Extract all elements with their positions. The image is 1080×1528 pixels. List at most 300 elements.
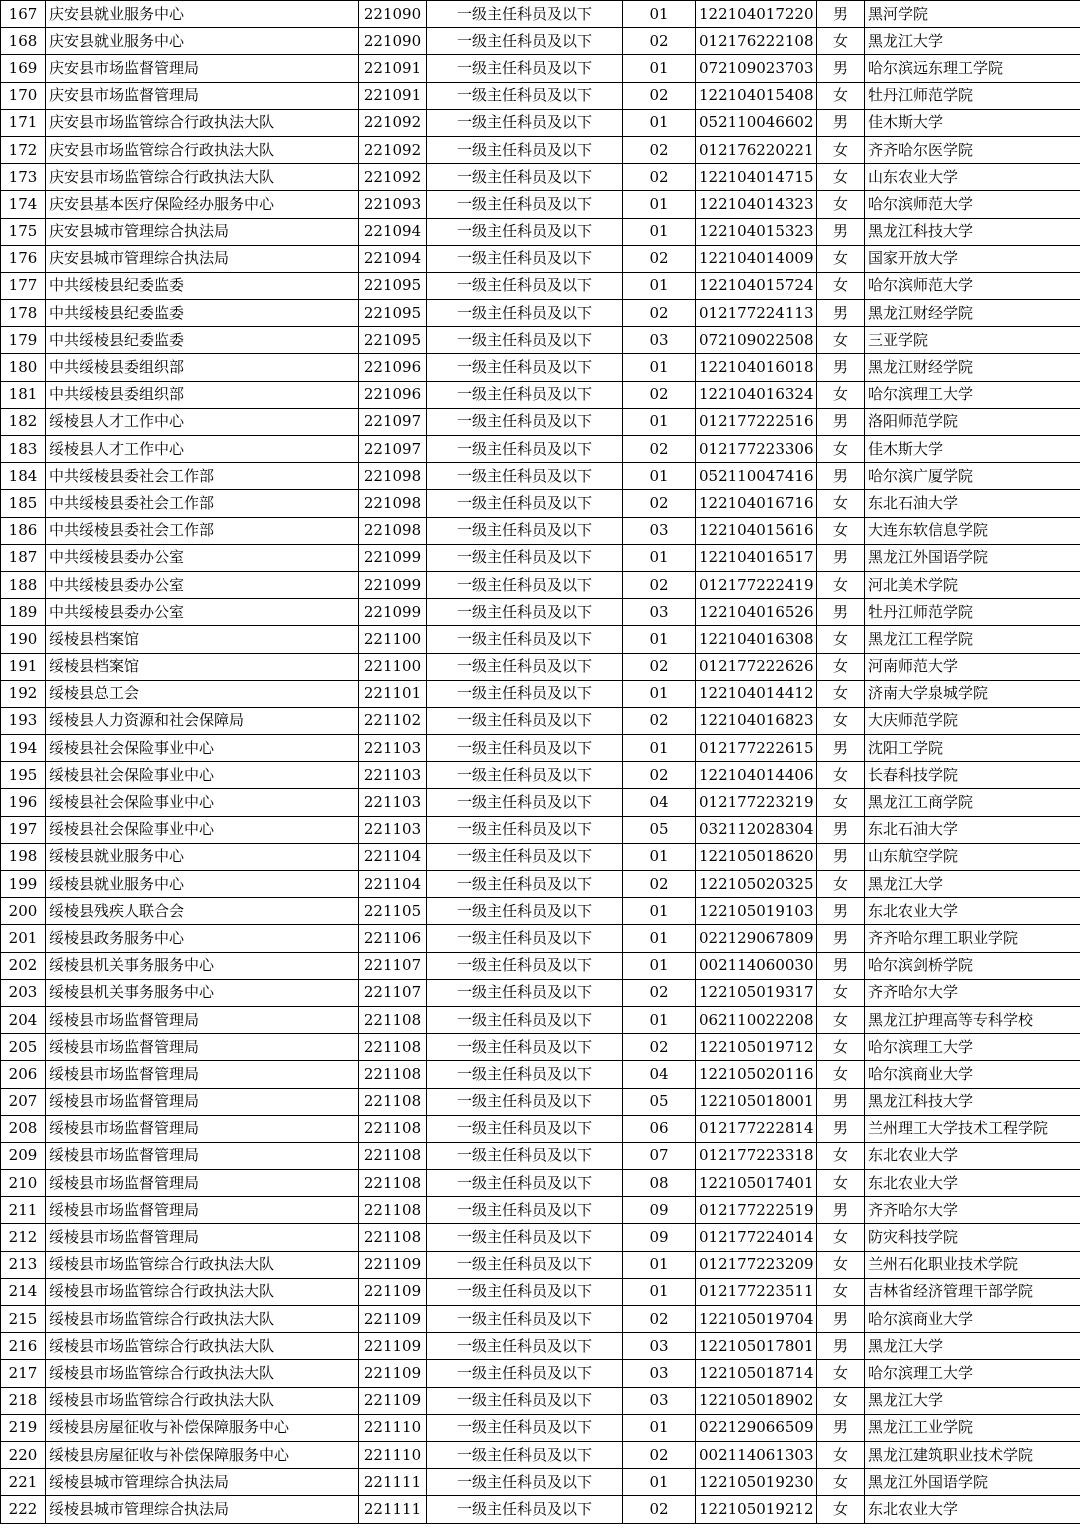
cell-position-level: 一级主任科员及以下: [427, 55, 623, 82]
cell-unit: 绥棱县市场监督管理局: [46, 1170, 359, 1197]
cell-position-code: 221103: [359, 789, 427, 816]
cell-school: 黑龙江大学: [865, 1387, 1080, 1414]
cell-position-level: 一级主任科员及以下: [427, 544, 623, 571]
cell-exam-id: 122104014412: [696, 680, 817, 707]
cell-position-code: 221092: [359, 164, 427, 191]
cell-position-code: 221097: [359, 436, 427, 463]
cell-seq: 02: [623, 871, 696, 898]
cell-seq: 01: [623, 735, 696, 762]
cell-gender: 女: [817, 82, 865, 109]
cell-exam-id: 012177224014: [696, 1224, 817, 1251]
cell-seq: 01: [623, 354, 696, 381]
cell-position-level: 一级主任科员及以下: [427, 1006, 623, 1033]
cell-school: 佳木斯大学: [865, 436, 1080, 463]
cell-school: 山东航空学院: [865, 843, 1080, 870]
cell-position-level: 一级主任科员及以下: [427, 843, 623, 870]
cell-seq: 01: [623, 626, 696, 653]
table-row: [1, 1224, 1080, 1251]
table-row: [1, 1142, 1080, 1169]
cell-seq: 02: [623, 436, 696, 463]
cell-exam-id: 052110046602: [696, 109, 817, 136]
cell-position-level: 一级主任科员及以下: [427, 626, 623, 653]
cell-school: 兰州理工大学技术工程学院: [865, 1115, 1080, 1142]
cell-unit: 绥棱县档案馆: [46, 653, 359, 680]
cell-school: 国家开放大学: [865, 245, 1080, 272]
cell-unit: 绥棱县城市管理综合执法局: [46, 1469, 359, 1496]
cell-unit: 庆安县基本医疗保险经办服务中心: [46, 191, 359, 218]
cell-index: 169: [1, 55, 46, 82]
cell-index: 182: [1, 408, 46, 435]
cell-exam-id: 122104015724: [696, 272, 817, 299]
cell-unit: 中共绥棱县委社会工作部: [46, 490, 359, 517]
cell-position-code: 221095: [359, 300, 427, 327]
cell-unit: 中共绥棱县委社会工作部: [46, 463, 359, 490]
cell-position-level: 一级主任科员及以下: [427, 871, 623, 898]
cell-index: 184: [1, 463, 46, 490]
cell-gender: 男: [817, 218, 865, 245]
cell-gender: 女: [817, 1061, 865, 1088]
cell-school: 哈尔滨师范大学: [865, 272, 1080, 299]
cell-exam-id: 122105018902: [696, 1387, 817, 1414]
cell-position-code: 221109: [359, 1333, 427, 1360]
cell-index: 211: [1, 1197, 46, 1224]
table-row: [1, 1115, 1080, 1142]
cell-exam-id: 012177222615: [696, 735, 817, 762]
table-row: [1, 164, 1080, 191]
table-row: [1, 1496, 1080, 1523]
cell-position-level: 一级主任科员及以下: [427, 1224, 623, 1251]
table-row: [1, 1061, 1080, 1088]
cell-position-level: 一级主任科员及以下: [427, 1306, 623, 1333]
cell-index: 208: [1, 1115, 46, 1142]
cell-seq: 01: [623, 109, 696, 136]
cell-seq: 02: [623, 136, 696, 163]
cell-unit: 绥棱县市场监管综合行政执法大队: [46, 1251, 359, 1278]
table-row: [1, 1360, 1080, 1387]
cell-seq: 01: [623, 408, 696, 435]
table-row: [1, 1197, 1080, 1224]
cell-position-level: 一级主任科员及以下: [427, 28, 623, 55]
cell-exam-id: 122104016324: [696, 381, 817, 408]
table-row: [1, 1006, 1080, 1033]
cell-index: 209: [1, 1142, 46, 1169]
cell-unit: 中共绥棱县委社会工作部: [46, 517, 359, 544]
cell-unit: 庆安县就业服务中心: [46, 28, 359, 55]
cell-exam-id: 012177223306: [696, 436, 817, 463]
cell-school: 东北农业大学: [865, 1496, 1080, 1523]
cell-gender: 女: [817, 1224, 865, 1251]
cell-position-level: 一级主任科员及以下: [427, 925, 623, 952]
cell-exam-id: 122104014323: [696, 191, 817, 218]
cell-seq: 02: [623, 28, 696, 55]
cell-school: 齐齐哈尔大学: [865, 1197, 1080, 1224]
cell-exam-id: 012177222516: [696, 408, 817, 435]
cell-gender: 女: [817, 1170, 865, 1197]
cell-school: 齐齐哈尔医学院: [865, 136, 1080, 163]
cell-seq: 04: [623, 1061, 696, 1088]
cell-school: 防灾科技学院: [865, 1224, 1080, 1251]
cell-exam-id: 012177222626: [696, 653, 817, 680]
cell-position-level: 一级主任科员及以下: [427, 1387, 623, 1414]
cell-school: 东北石油大学: [865, 490, 1080, 517]
table-row: [1, 571, 1080, 598]
cell-seq: 02: [623, 707, 696, 734]
cell-unit: 绥棱县社会保险事业中心: [46, 816, 359, 843]
cell-position-code: 221103: [359, 735, 427, 762]
cell-gender: 女: [817, 164, 865, 191]
cell-seq: 09: [623, 1197, 696, 1224]
cell-gender: 女: [817, 1278, 865, 1305]
table-row: [1, 1170, 1080, 1197]
cell-index: 194: [1, 735, 46, 762]
cell-exam-id: 122105019704: [696, 1306, 817, 1333]
cell-exam-id: 122104016526: [696, 599, 817, 626]
cell-unit: 中共绥棱县委办公室: [46, 571, 359, 598]
cell-unit: 绥棱县市场监管综合行政执法大队: [46, 1306, 359, 1333]
cell-position-code: 221107: [359, 979, 427, 1006]
cell-position-code: 221104: [359, 843, 427, 870]
cell-gender: 女: [817, 762, 865, 789]
cell-gender: 女: [817, 707, 865, 734]
cell-seq: 02: [623, 245, 696, 272]
cell-unit: 绥棱县人才工作中心: [46, 408, 359, 435]
cell-unit: 中共绥棱县委组织部: [46, 354, 359, 381]
table-row: [1, 544, 1080, 571]
cell-school: 哈尔滨理工大学: [865, 1034, 1080, 1061]
cell-exam-id: 122105018714: [696, 1360, 817, 1387]
cell-exam-id: 072109022508: [696, 327, 817, 354]
cell-unit: 绥棱县市场监督管理局: [46, 1197, 359, 1224]
cell-index: 191: [1, 653, 46, 680]
table-row: [1, 925, 1080, 952]
cell-position-code: 221095: [359, 327, 427, 354]
cell-index: 173: [1, 164, 46, 191]
cell-unit: 绥棱县残疾人联合会: [46, 898, 359, 925]
cell-position-level: 一级主任科员及以下: [427, 408, 623, 435]
cell-gender: 女: [817, 1360, 865, 1387]
cell-unit: 绥棱县市场监督管理局: [46, 1115, 359, 1142]
cell-index: 181: [1, 381, 46, 408]
cell-seq: 03: [623, 1387, 696, 1414]
cell-position-level: 一级主任科员及以下: [427, 1115, 623, 1142]
cell-exam-id: 012177223318: [696, 1142, 817, 1169]
cell-index: 197: [1, 816, 46, 843]
cell-position-level: 一级主任科员及以下: [427, 327, 623, 354]
cell-index: 201: [1, 925, 46, 952]
table-row: [1, 191, 1080, 218]
cell-gender: 女: [817, 28, 865, 55]
cell-gender: 女: [817, 381, 865, 408]
cell-seq: 03: [623, 1360, 696, 1387]
table-row: [1, 735, 1080, 762]
cell-exam-id: 122104016018: [696, 354, 817, 381]
table-row: [1, 55, 1080, 82]
cell-seq: 01: [623, 843, 696, 870]
cell-position-level: 一级主任科员及以下: [427, 789, 623, 816]
table-row: [1, 490, 1080, 517]
cell-school: 沈阳工学院: [865, 735, 1080, 762]
cell-unit: 绥棱县总工会: [46, 680, 359, 707]
table-row: [1, 626, 1080, 653]
cell-gender: 女: [817, 871, 865, 898]
cell-seq: 01: [623, 218, 696, 245]
table-row: [1, 762, 1080, 789]
cell-gender: 女: [817, 1251, 865, 1278]
table-row: [1, 1333, 1080, 1360]
cell-exam-id: 122105019712: [696, 1034, 817, 1061]
cell-exam-id: 012177223209: [696, 1251, 817, 1278]
cell-position-code: 221108: [359, 1034, 427, 1061]
cell-unit: 庆安县市场监管综合行政执法大队: [46, 136, 359, 163]
cell-position-code: 221090: [359, 28, 427, 55]
cell-gender: 女: [817, 1441, 865, 1468]
cell-school: 河南师范大学: [865, 653, 1080, 680]
cell-unit: 绥棱县机关事务服务中心: [46, 952, 359, 979]
cell-exam-id: 122105020325: [696, 871, 817, 898]
cell-school: 黑龙江护理高等专科学校: [865, 1006, 1080, 1033]
cell-position-code: 221096: [359, 354, 427, 381]
cell-school: 齐齐哈尔理工职业学院: [865, 925, 1080, 952]
cell-position-level: 一级主任科员及以下: [427, 164, 623, 191]
table-row: [1, 707, 1080, 734]
cell-position-code: 221111: [359, 1469, 427, 1496]
cell-school: 三亚学院: [865, 327, 1080, 354]
cell-gender: 女: [817, 517, 865, 544]
cell-position-level: 一级主任科员及以下: [427, 1278, 623, 1305]
cell-index: 171: [1, 109, 46, 136]
cell-position-level: 一级主任科员及以下: [427, 735, 623, 762]
cell-position-code: 221108: [359, 1088, 427, 1115]
cell-index: 192: [1, 680, 46, 707]
cell-position-level: 一级主任科员及以下: [427, 707, 623, 734]
cell-gender: 女: [817, 1387, 865, 1414]
cell-position-level: 一级主任科员及以下: [427, 1061, 623, 1088]
table-row: [1, 979, 1080, 1006]
cell-index: 215: [1, 1306, 46, 1333]
cell-position-level: 一级主任科员及以下: [427, 653, 623, 680]
cell-unit: 绥棱县档案馆: [46, 626, 359, 653]
cell-seq: 01: [623, 1006, 696, 1033]
cell-seq: 08: [623, 1170, 696, 1197]
table-row: [1, 517, 1080, 544]
cell-index: 172: [1, 136, 46, 163]
cell-position-code: 221109: [359, 1278, 427, 1305]
cell-index: 219: [1, 1414, 46, 1441]
cell-index: 198: [1, 843, 46, 870]
cell-unit: 中共绥棱县纪委监委: [46, 272, 359, 299]
cell-unit: 绥棱县房屋征收与补偿保障服务中心: [46, 1441, 359, 1468]
cell-position-level: 一级主任科员及以下: [427, 1496, 623, 1523]
cell-school: 东北农业大学: [865, 1170, 1080, 1197]
cell-seq: 02: [623, 381, 696, 408]
cell-position-code: 221109: [359, 1360, 427, 1387]
cell-seq: 01: [623, 1469, 696, 1496]
cell-position-code: 221099: [359, 571, 427, 598]
cell-index: 174: [1, 191, 46, 218]
cell-position-level: 一级主任科员及以下: [427, 272, 623, 299]
cell-seq: 09: [623, 1224, 696, 1251]
cell-school: 兰州石化职业技术学院: [865, 1251, 1080, 1278]
cell-index: 186: [1, 517, 46, 544]
table-row: [1, 136, 1080, 163]
cell-unit: 庆安县市场监管综合行政执法大队: [46, 109, 359, 136]
cell-school: 东北农业大学: [865, 898, 1080, 925]
cell-gender: 男: [817, 1414, 865, 1441]
cell-position-code: 221109: [359, 1387, 427, 1414]
cell-school: 山东农业大学: [865, 164, 1080, 191]
cell-exam-id: 022129066509: [696, 1414, 817, 1441]
cell-position-code: 221099: [359, 599, 427, 626]
cell-school: 哈尔滨商业大学: [865, 1061, 1080, 1088]
cell-index: 188: [1, 571, 46, 598]
cell-index: 187: [1, 544, 46, 571]
cell-seq: 02: [623, 300, 696, 327]
cell-position-level: 一级主任科员及以下: [427, 436, 623, 463]
cell-position-code: 221092: [359, 136, 427, 163]
cell-index: 177: [1, 272, 46, 299]
cell-exam-id: 012177223511: [696, 1278, 817, 1305]
cell-position-code: 221094: [359, 218, 427, 245]
cell-school: 河北美术学院: [865, 571, 1080, 598]
cell-exam-id: 122104014009: [696, 245, 817, 272]
cell-position-code: 221104: [359, 871, 427, 898]
cell-position-code: 221109: [359, 1251, 427, 1278]
cell-school: 黑龙江大学: [865, 1333, 1080, 1360]
cell-exam-id: 012177222419: [696, 571, 817, 598]
cell-index: 167: [1, 1, 46, 28]
cell-seq: 02: [623, 1496, 696, 1523]
cell-gender: 男: [817, 109, 865, 136]
cell-position-code: 221107: [359, 952, 427, 979]
cell-school: 黑龙江财经学院: [865, 300, 1080, 327]
cell-position-code: 221101: [359, 680, 427, 707]
cell-position-code: 221095: [359, 272, 427, 299]
cell-position-level: 一级主任科员及以下: [427, 300, 623, 327]
cell-position-code: 221098: [359, 463, 427, 490]
cell-seq: 02: [623, 762, 696, 789]
table-row: [1, 1034, 1080, 1061]
cell-unit: 绥棱县市场监管综合行政执法大队: [46, 1387, 359, 1414]
table-row: [1, 789, 1080, 816]
cell-position-code: 221092: [359, 109, 427, 136]
cell-gender: 女: [817, 626, 865, 653]
cell-position-code: 221109: [359, 1306, 427, 1333]
cell-exam-id: 002114061303: [696, 1441, 817, 1468]
cell-exam-id: 012176222108: [696, 28, 817, 55]
cell-position-code: 221098: [359, 490, 427, 517]
cell-unit: 绥棱县社会保险事业中心: [46, 735, 359, 762]
cell-index: 180: [1, 354, 46, 381]
cell-position-code: 221103: [359, 816, 427, 843]
cell-unit: 绥棱县就业服务中心: [46, 843, 359, 870]
cell-school: 黑龙江科技大学: [865, 218, 1080, 245]
cell-seq: 03: [623, 517, 696, 544]
cell-unit: 绥棱县社会保险事业中心: [46, 762, 359, 789]
cell-exam-id: 122104015408: [696, 82, 817, 109]
cell-index: 218: [1, 1387, 46, 1414]
cell-gender: 男: [817, 354, 865, 381]
cell-exam-id: 012177224113: [696, 300, 817, 327]
cell-school: 黑龙江外国语学院: [865, 1469, 1080, 1496]
cell-gender: 女: [817, 1142, 865, 1169]
table-row: [1, 1441, 1080, 1468]
cell-school: 黑龙江建筑职业技术学院: [865, 1441, 1080, 1468]
cell-unit: 绥棱县政务服务中心: [46, 925, 359, 952]
cell-index: 202: [1, 952, 46, 979]
cell-gender: 女: [817, 1469, 865, 1496]
cell-index: 183: [1, 436, 46, 463]
table-row: [1, 1469, 1080, 1496]
cell-position-code: 221108: [359, 1115, 427, 1142]
cell-school: 哈尔滨理工大学: [865, 381, 1080, 408]
table-row: [1, 1387, 1080, 1414]
cell-position-level: 一级主任科员及以下: [427, 1414, 623, 1441]
cell-position-code: 221108: [359, 1006, 427, 1033]
cell-school: 吉林省经济管理干部学院: [865, 1278, 1080, 1305]
table-row: [1, 28, 1080, 55]
cell-index: 203: [1, 979, 46, 1006]
table-row: [1, 109, 1080, 136]
cell-position-code: 221108: [359, 1142, 427, 1169]
cell-position-code: 221106: [359, 925, 427, 952]
table-row: [1, 1, 1080, 28]
cell-position-code: 221110: [359, 1414, 427, 1441]
cell-school: 牡丹江师范学院: [865, 599, 1080, 626]
cell-index: 196: [1, 789, 46, 816]
cell-position-level: 一级主任科员及以下: [427, 1088, 623, 1115]
cell-position-level: 一级主任科员及以下: [427, 898, 623, 925]
cell-exam-id: 122104016308: [696, 626, 817, 653]
cell-school: 哈尔滨师范大学: [865, 191, 1080, 218]
cell-unit: 绥棱县机关事务服务中心: [46, 979, 359, 1006]
cell-unit: 绥棱县市场监督管理局: [46, 1088, 359, 1115]
cell-index: 213: [1, 1251, 46, 1278]
cell-index: 179: [1, 327, 46, 354]
cell-school: 黑河学院: [865, 1, 1080, 28]
cell-seq: 01: [623, 1414, 696, 1441]
table-row: [1, 898, 1080, 925]
cell-index: 185: [1, 490, 46, 517]
table-row: [1, 1251, 1080, 1278]
cell-unit: 绥棱县就业服务中心: [46, 871, 359, 898]
cell-gender: 男: [817, 1197, 865, 1224]
cell-gender: 女: [817, 327, 865, 354]
cell-gender: 男: [817, 1088, 865, 1115]
cell-position-level: 一级主任科员及以下: [427, 463, 623, 490]
cell-index: 193: [1, 707, 46, 734]
cell-gender: 女: [817, 1496, 865, 1523]
cell-index: 205: [1, 1034, 46, 1061]
cell-seq: 01: [623, 55, 696, 82]
cell-unit: 绥棱县市场监督管理局: [46, 1142, 359, 1169]
cell-seq: 03: [623, 1333, 696, 1360]
cell-position-code: 221093: [359, 191, 427, 218]
cell-seq: 06: [623, 1115, 696, 1142]
cell-position-level: 一级主任科员及以下: [427, 1, 623, 28]
table-row: [1, 1414, 1080, 1441]
cell-exam-id: 012176220221: [696, 136, 817, 163]
cell-gender: 男: [817, 599, 865, 626]
cell-gender: 男: [817, 952, 865, 979]
cell-school: 黑龙江大学: [865, 28, 1080, 55]
cell-school: 哈尔滨理工大学: [865, 1360, 1080, 1387]
cell-index: 221: [1, 1469, 46, 1496]
table-row: [1, 327, 1080, 354]
cell-seq: 01: [623, 272, 696, 299]
cell-unit: 庆安县市场监管综合行政执法大队: [46, 164, 359, 191]
cell-seq: 02: [623, 1441, 696, 1468]
cell-position-code: 221100: [359, 653, 427, 680]
